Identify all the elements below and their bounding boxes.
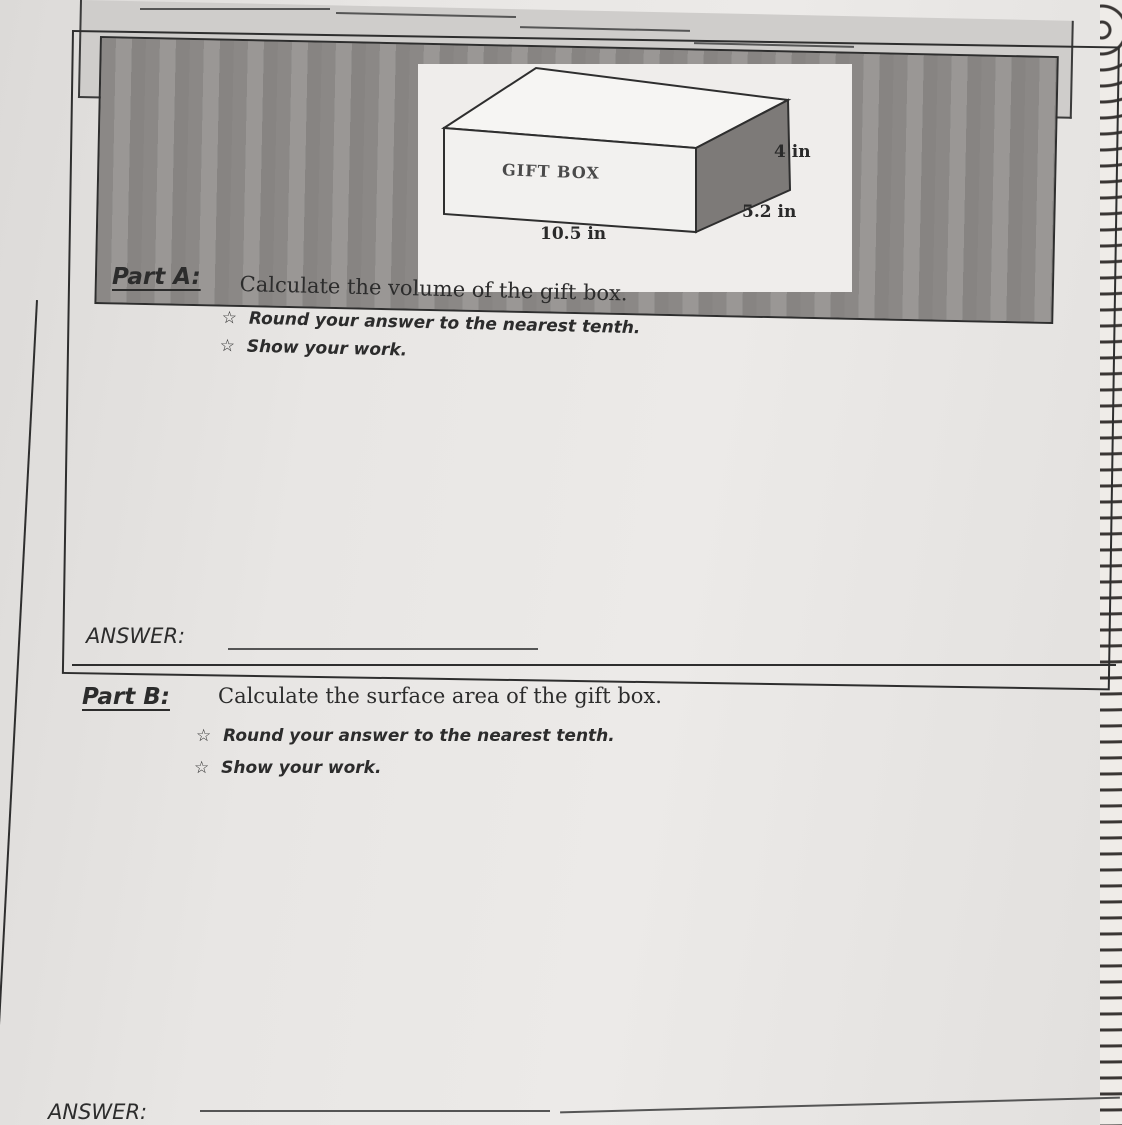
part-b-prompt: Calculate the surface area of the gift box. [218,684,662,708]
star-icon: ☆ [219,336,236,357]
part-b-bullet [194,758,381,778]
star-icon: ☆ [194,758,210,778]
box-label: GIFT BOX [501,160,601,183]
part-a-label: Part A: [112,264,201,290]
section-divider [72,664,1116,666]
star-icon: ☆ [196,726,212,746]
bullet-text: Round your answer to the nearest tenth. [248,308,641,339]
part-a-prompt: Calculate the volume of the gift box. [239,272,628,306]
part-b-bullet [196,726,615,746]
part-b-label: Part B: [82,684,170,710]
part-b-answer-label: ANSWER: [48,1100,148,1124]
bullet-text: Round your answer to the nearest tenth. [223,726,615,746]
length-dimension: 10.5 in [540,224,607,244]
height-dimension: 4 in [774,142,811,162]
part-b-answer-field[interactable] [200,1110,550,1112]
bullet-text: Show your work. [221,758,382,778]
width-dimension: 5.2 in [742,202,797,222]
star-icon: ☆ [221,308,238,329]
part-a-answer-label: ANSWER: [86,624,186,648]
part-a-answer-field[interactable] [228,648,538,650]
bullet-text: Show your work. [246,336,408,361]
